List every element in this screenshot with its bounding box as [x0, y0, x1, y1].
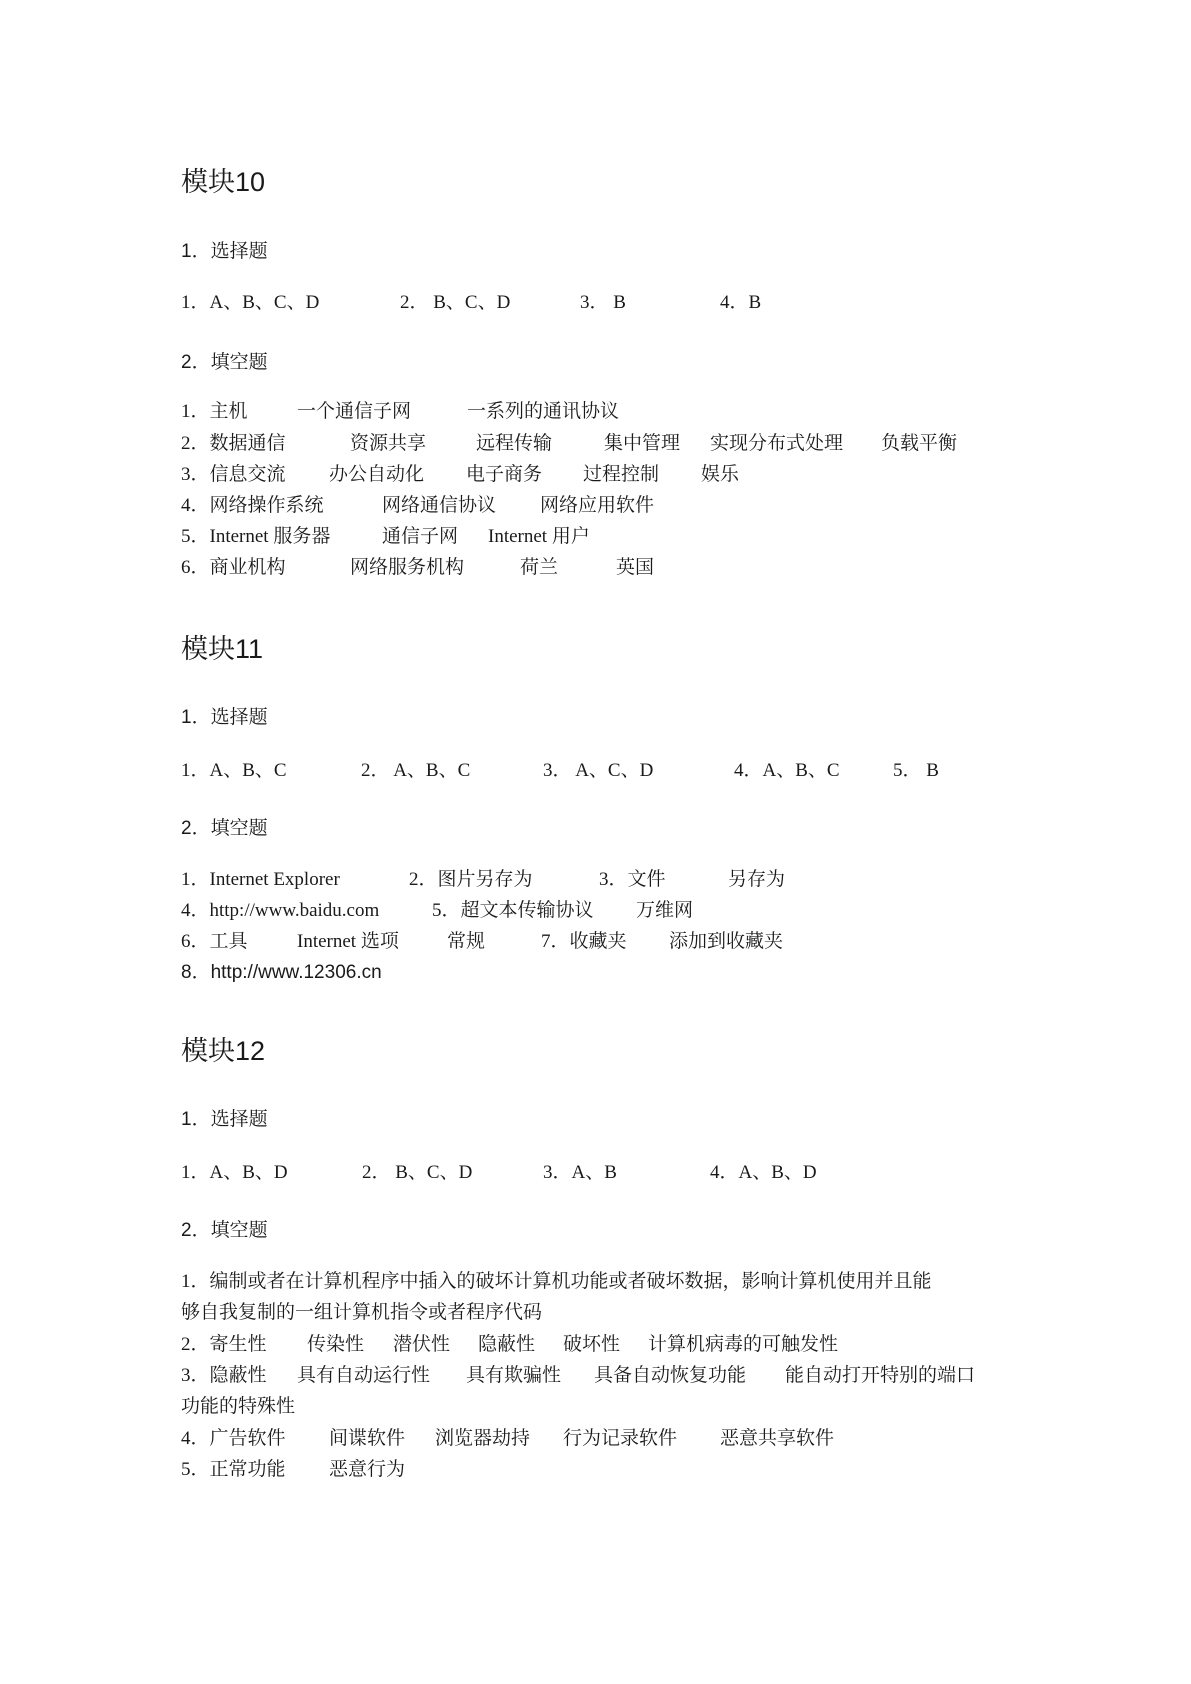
answer-item: 1．A、B、D: [181, 1162, 288, 1183]
fill-item: 潜伏性: [393, 1334, 451, 1355]
fill-item: 5．Internet 服务器: [181, 526, 331, 547]
fill-item: 电子商务: [466, 464, 543, 485]
answer-item: 3． B: [580, 292, 626, 313]
fill-item: 恶意行为: [329, 1459, 406, 1480]
fill-item: 万维网: [636, 900, 694, 921]
fill-item: 8．http://www.12306.cn: [181, 962, 382, 983]
fill-item: 网络应用软件: [540, 495, 655, 516]
fill-item: 实现分布式处理: [710, 433, 844, 454]
fill-item: 网络服务机构: [350, 557, 465, 578]
fill-item: 1．Internet Explorer: [181, 869, 340, 890]
fill-item: Internet 选项: [297, 931, 399, 952]
fill-item: 集中管理: [604, 433, 681, 454]
fill-item: 4．http://www.baidu.com: [181, 900, 380, 921]
fill-item: 间谍软件: [329, 1428, 406, 1449]
answer-item: 1．A、B、C: [181, 760, 287, 781]
answer-item: 3． A、C、D: [543, 760, 654, 781]
answer-item: 1．A、B、C、D: [181, 292, 320, 313]
fill-item: 一系列的通讯协议: [467, 401, 620, 422]
fill-item: 够自我复制的一组计算机指令或者程序代码: [181, 1302, 543, 1323]
fill-item: 负载平衡: [881, 433, 958, 454]
fill-item: 3．隐蔽性: [181, 1365, 267, 1386]
fill-item: 功能的特殊性: [181, 1396, 296, 1417]
fill-item: 2．寄生性: [181, 1334, 267, 1355]
module-12-choice-heading: 1．选择题: [181, 1109, 268, 1130]
fill-item: 6．工具: [181, 931, 248, 952]
fill-item: 7．收藏夹: [541, 931, 627, 952]
answer-item: 4．A、B、D: [710, 1162, 817, 1183]
fill-item: 远程传输: [476, 433, 553, 454]
fill-item: 隐蔽性: [478, 1334, 536, 1355]
module-10-choice-heading: 1．选择题: [181, 241, 268, 262]
module-11-fill-heading: 2．填空题: [181, 818, 268, 839]
module-10-title: 模块10: [181, 167, 266, 197]
fill-item: 另存为: [728, 869, 786, 890]
fill-item: 荷兰: [520, 557, 559, 578]
fill-item: 具有自动运行性: [297, 1365, 431, 1386]
fill-item: 具有欺骗性: [466, 1365, 562, 1386]
fill-item: 恶意共享软件: [720, 1428, 835, 1449]
answer-item: 4．B: [720, 292, 762, 313]
fill-item: 通信子网: [382, 526, 459, 547]
fill-item: 破坏性: [563, 1334, 621, 1355]
fill-item: 办公自动化: [329, 464, 425, 485]
fill-item: 2．图片另存为: [409, 869, 533, 890]
fill-item: 具备自动恢复功能: [594, 1365, 747, 1386]
answer-item: 2． A、B、C: [361, 760, 471, 781]
fill-item: 浏览器劫持: [435, 1428, 531, 1449]
fill-item: 4．网络操作系统: [181, 495, 324, 516]
answer-item: 3．A、B: [543, 1162, 617, 1183]
module-11-choice-heading: 1．选择题: [181, 707, 268, 728]
answer-item: 2． B、C、D: [400, 292, 511, 313]
fill-item: 行为记录软件: [563, 1428, 678, 1449]
fill-item: 2．数据通信: [181, 433, 286, 454]
fill-item: 娱乐: [701, 464, 740, 485]
fill-item: Internet 用户: [488, 526, 590, 547]
fill-item: 计算机病毒的可触发性: [648, 1334, 839, 1355]
fill-item: 4．广告软件: [181, 1428, 286, 1449]
module-12-title: 模块12: [181, 1036, 266, 1066]
fill-item: 传染性: [307, 1334, 365, 1355]
fill-item: 5．超文本传输协议: [432, 900, 594, 921]
fill-item: 资源共享: [350, 433, 427, 454]
fill-item: 网络通信协议: [382, 495, 497, 516]
module-11-title: 模块11: [181, 634, 264, 664]
answer-item: 2． B、C、D: [362, 1162, 473, 1183]
module-12-fill-heading: 2．填空题: [181, 1220, 268, 1241]
fill-item: 常规: [447, 931, 486, 952]
fill-item: 一个通信子网: [297, 401, 412, 422]
fill-item: 能自动打开特别的端口: [785, 1365, 976, 1386]
fill-item: 英国: [616, 557, 655, 578]
fill-item: 5．正常功能: [181, 1459, 286, 1480]
fill-item: 1．编制或者在计算机程序中插入的破坏计算机功能或者破坏数据，影响计算机使用并且能: [181, 1271, 932, 1292]
answer-item: 4．A、B、C: [734, 760, 840, 781]
answer-item: 5． B: [893, 760, 939, 781]
fill-item: 3．信息交流: [181, 464, 286, 485]
fill-item: 1．主机: [181, 401, 248, 422]
fill-item: 3．文件: [599, 869, 666, 890]
module-10-fill-heading: 2．填空题: [181, 352, 268, 373]
fill-item: 过程控制: [583, 464, 660, 485]
fill-item: 添加到收藏夹: [669, 931, 784, 952]
fill-item: 6．商业机构: [181, 557, 286, 578]
